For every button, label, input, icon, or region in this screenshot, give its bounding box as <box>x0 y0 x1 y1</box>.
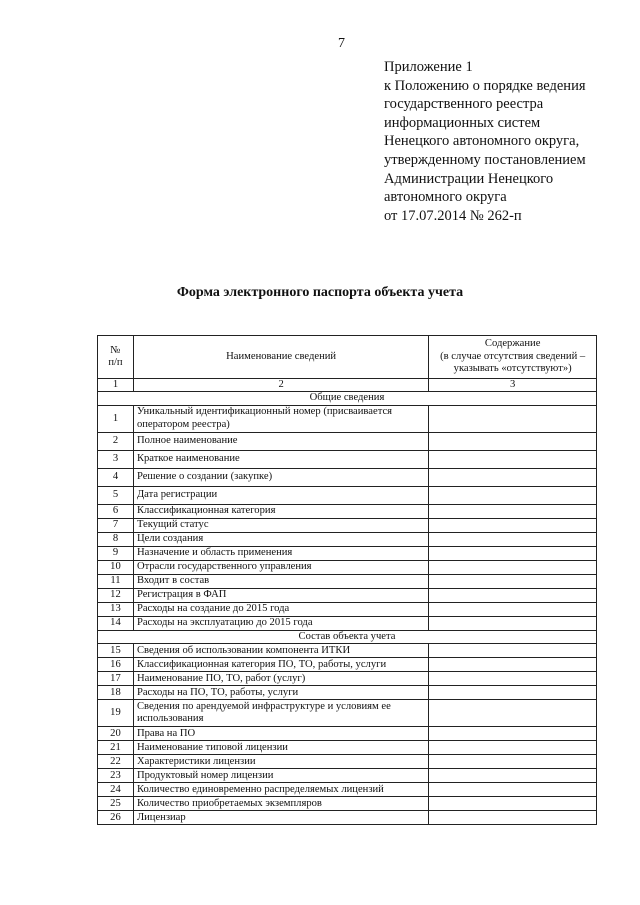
row-content-cell <box>429 755 597 769</box>
passport-table <box>97 335 597 825</box>
row-name: Расходы на создание до 2015 года <box>133 602 428 616</box>
row-content-cell <box>429 532 597 546</box>
row-content-cell <box>429 769 597 783</box>
row-name: Права на ПО <box>133 727 428 741</box>
row-name: Дата регистрации <box>133 486 428 504</box>
column-index-row <box>98 379 597 392</box>
row-number: 20 <box>98 727 134 741</box>
table-row <box>98 532 597 546</box>
row-number: 8 <box>98 532 134 546</box>
row-name: Сведения по арендуемой инфраструктуре и условиям ее использования <box>133 700 428 727</box>
row-number: 13 <box>98 602 134 616</box>
appendix-line: Ненецкого автономного округа, <box>384 133 580 150</box>
header-number-line: № <box>110 344 121 356</box>
row-name: Входит в состав <box>133 574 428 588</box>
table-row <box>98 686 597 700</box>
row-name: Наименование типовой лицензии <box>133 741 428 755</box>
table-row <box>98 450 597 468</box>
section-title: Состав объекта учета <box>98 630 597 643</box>
table-row <box>98 811 597 825</box>
row-number: 21 <box>98 741 134 755</box>
appendix-line: информационных систем <box>384 114 541 131</box>
table-row <box>98 518 597 532</box>
row-name: Назначение и область применения <box>133 546 428 560</box>
table-row <box>98 405 597 432</box>
appendix-line: автономного округа <box>384 189 507 206</box>
row-content-cell <box>429 811 597 825</box>
row-content-cell <box>429 700 597 727</box>
table-row <box>98 546 597 560</box>
table-row <box>98 432 597 450</box>
header-number-line: п/п <box>108 357 123 368</box>
row-number: 26 <box>98 811 134 825</box>
table-row <box>98 644 597 658</box>
header-content-line: указывать «отсутствуют») <box>453 363 572 375</box>
row-content-cell <box>429 783 597 797</box>
row-number: 3 <box>98 450 134 468</box>
row-content-cell <box>429 432 597 450</box>
row-number: 18 <box>98 686 134 700</box>
header-number <box>98 336 134 379</box>
row-content-cell <box>429 518 597 532</box>
row-number: 7 <box>98 518 134 532</box>
row-name: Расходы на эксплуатацию до 2015 года <box>133 616 428 630</box>
row-name: Отрасли государственного управления <box>133 560 428 574</box>
table-row <box>98 700 597 727</box>
row-name: Характеристики лицензии <box>133 755 428 769</box>
table-row <box>98 672 597 686</box>
row-name: Лицензиар <box>133 811 428 825</box>
row-number: 16 <box>98 658 134 672</box>
row-number: 24 <box>98 783 134 797</box>
row-name: Текущий статус <box>133 518 428 532</box>
row-name: Количество единовременно распределяемых лицензий <box>133 783 428 797</box>
row-number: 1 <box>98 405 134 432</box>
row-number: 4 <box>98 468 134 486</box>
page-number: 7 <box>338 36 345 51</box>
header-content-line: (в случае отсутствия сведений – <box>440 350 586 362</box>
appendix-block <box>384 58 624 225</box>
table-row <box>98 755 597 769</box>
header-name: Наименование сведений <box>133 336 428 379</box>
row-number: 2 <box>98 432 134 450</box>
table-row <box>98 797 597 811</box>
appendix-line: Администрации Ненецкого <box>384 170 554 187</box>
row-number: 11 <box>98 574 134 588</box>
section-row <box>98 630 597 643</box>
row-name: Решение о создании (закупке) <box>133 468 428 486</box>
row-number: 22 <box>98 755 134 769</box>
row-content-cell <box>429 588 597 602</box>
table-row <box>98 769 597 783</box>
table-row <box>98 588 597 602</box>
row-content-cell <box>429 405 597 432</box>
row-number: 9 <box>98 546 134 560</box>
table-row <box>98 504 597 518</box>
row-content-cell <box>429 741 597 755</box>
section-row <box>98 392 597 405</box>
row-content-cell <box>429 504 597 518</box>
header-content-line: Содержание <box>484 338 541 350</box>
row-content-cell <box>429 574 597 588</box>
table-header-row <box>98 336 597 379</box>
table-row <box>98 486 597 504</box>
section-title: Общие сведения <box>98 392 597 405</box>
row-name: Цели создания <box>133 532 428 546</box>
row-content-cell <box>429 450 597 468</box>
row-content-cell <box>429 560 597 574</box>
row-content-cell <box>429 658 597 672</box>
appendix-line: государственного реестра <box>384 96 544 113</box>
row-name: Наименование ПО, ТО, работ (услуг) <box>133 672 428 686</box>
table-row <box>98 741 597 755</box>
row-name: Уникальный идентификационный номер (присваивается оператором реестра) <box>133 405 428 432</box>
row-content-cell <box>429 486 597 504</box>
table-row <box>98 560 597 574</box>
column-index: 3 <box>429 379 597 392</box>
row-content-cell <box>429 727 597 741</box>
row-content-cell <box>429 686 597 700</box>
table-row <box>98 468 597 486</box>
row-number: 12 <box>98 588 134 602</box>
row-name: Краткое наименование <box>133 450 428 468</box>
row-number: 17 <box>98 672 134 686</box>
row-name: Классификационная категория <box>133 504 428 518</box>
row-content-cell <box>429 546 597 560</box>
row-number: 15 <box>98 644 134 658</box>
appendix-line: от 17.07.2014 № 262-п <box>384 207 522 224</box>
row-name: Регистрация в ФАП <box>133 588 428 602</box>
table-row <box>98 783 597 797</box>
row-number: 23 <box>98 769 134 783</box>
row-number: 19 <box>98 700 134 727</box>
appendix-line: Приложение 1 <box>384 59 473 75</box>
row-content-cell <box>429 602 597 616</box>
row-content-cell <box>429 672 597 686</box>
row-name: Продуктовый номер лицензии <box>133 769 428 783</box>
row-number: 25 <box>98 797 134 811</box>
row-number: 5 <box>98 486 134 504</box>
table-body <box>98 392 597 825</box>
column-index: 1 <box>98 379 134 392</box>
table-row <box>98 658 597 672</box>
row-number: 6 <box>98 504 134 518</box>
row-content-cell <box>429 644 597 658</box>
column-index: 2 <box>133 379 428 392</box>
appendix-line: утвержденному постановлением <box>384 151 586 168</box>
table-row <box>98 727 597 741</box>
row-name: Полное наименование <box>133 432 428 450</box>
row-content-cell <box>429 468 597 486</box>
table-row <box>98 602 597 616</box>
row-number: 14 <box>98 616 134 630</box>
row-name: Количество приобретаемых экземпляров <box>133 797 428 811</box>
row-name: Расходы на ПО, ТО, работы, услуги <box>133 686 428 700</box>
appendix-line: к Положению о порядке ведения <box>384 77 586 94</box>
table-row <box>98 574 597 588</box>
form-title: Форма электронного паспорта объекта учета <box>176 285 464 300</box>
header-content <box>429 336 597 379</box>
row-name: Классификационная категория ПО, ТО, работы, услуги <box>133 658 428 672</box>
table-row <box>98 616 597 630</box>
row-name: Сведения об использовании компонента ИТКИ <box>133 644 428 658</box>
row-content-cell <box>429 616 597 630</box>
row-number: 10 <box>98 560 134 574</box>
row-content-cell <box>429 797 597 811</box>
